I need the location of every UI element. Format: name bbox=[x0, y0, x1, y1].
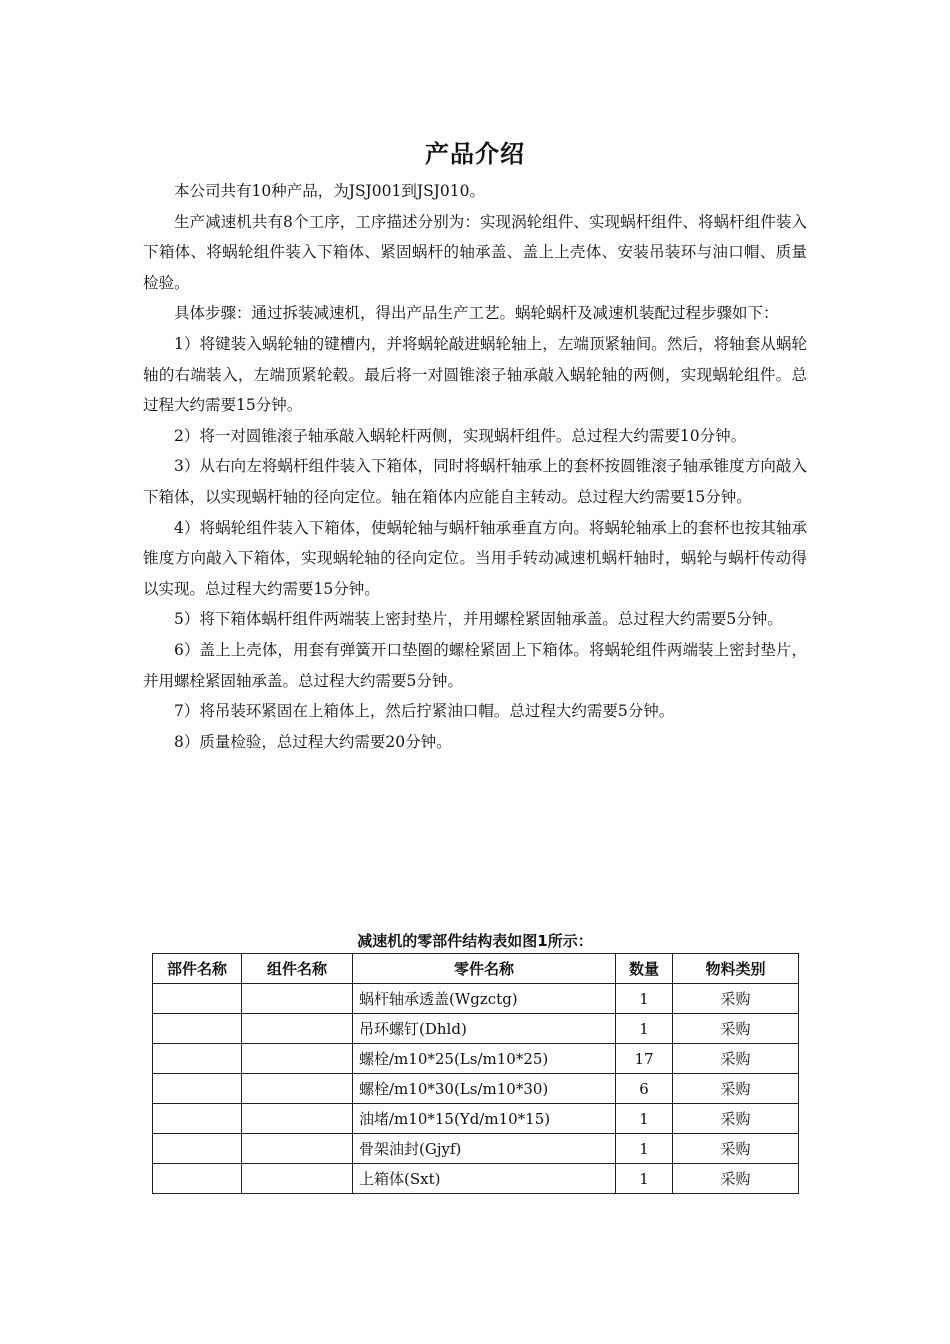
paragraph-step-4: 4）将蜗轮组件装入下箱体，使蜗轮轴与蜗杆轴承垂直方向。将蜗轮轴承上的套杯也按其轴承锥度方向敲入下箱体，实现蜗轮轴的径向定位。当用手转动减速机蜗杆轴时，蜗轮与蜗杆传动得以实现。总过程大约需要15分钟。 bbox=[143, 518, 807, 598]
paragraph-processes: 生产减速机共有8个工序，工序描述分别为：实现涡轮组件、实现蜗杆组件、将蜗杆组件装入下箱体、将蜗轮组件装入下箱体、紧固蜗杆的轴承盖、盖上上壳体、安装吊装环与油口帽、质量检验。 bbox=[143, 212, 807, 292]
table-row bbox=[153, 1164, 799, 1194]
material-type-cell: 采购 bbox=[673, 1104, 799, 1134]
assembly-cell bbox=[242, 1164, 353, 1194]
table-row bbox=[153, 1134, 799, 1164]
component-cell bbox=[153, 984, 242, 1014]
header-quantity: 数量 bbox=[616, 954, 673, 984]
component-cell bbox=[153, 1044, 242, 1074]
material-type-cell: 采购 bbox=[673, 1014, 799, 1044]
header-component: 部件名称 bbox=[153, 954, 242, 984]
assembly-cell bbox=[242, 1014, 353, 1044]
assembly-cell bbox=[242, 984, 353, 1014]
paragraph-intro: 本公司共有10种产品，为JSJ001到JSJ010。 bbox=[174, 182, 485, 200]
material-type-cell: 采购 bbox=[673, 1134, 799, 1164]
material-type-cell: 采购 bbox=[673, 1164, 799, 1194]
assembly-cell bbox=[242, 1134, 353, 1164]
assembly-cell bbox=[242, 1104, 353, 1134]
paragraph-step-2: 2）将一对圆锥滚子轴承敲入蜗轮杆两侧，实现蜗杆组件。总过程大约需要10分钟。 bbox=[174, 426, 747, 445]
page-title: 产品介绍 bbox=[425, 140, 525, 168]
assembly-cell bbox=[242, 1044, 353, 1074]
quantity-cell: 1 bbox=[616, 984, 673, 1014]
quantity-cell: 1 bbox=[616, 1164, 673, 1194]
paragraph-step-5: 5）将下箱体蜗杆组件两端装上密封垫片，并用螺栓紧固轴承盖。总过程大约需要5分钟。 bbox=[174, 610, 783, 629]
parts-structure-table bbox=[152, 953, 799, 1194]
part-cell: 上箱体(Sxt) bbox=[353, 1164, 616, 1194]
part-cell: 蜗杆轴承透盖(Wgzctg) bbox=[353, 984, 616, 1014]
table-header-row bbox=[153, 954, 799, 984]
quantity-cell: 17 bbox=[616, 1044, 673, 1074]
body-text bbox=[143, 176, 807, 757]
component-cell bbox=[153, 1164, 242, 1194]
table-row bbox=[153, 1074, 799, 1104]
quantity-cell: 1 bbox=[616, 1014, 673, 1044]
material-type-cell: 采购 bbox=[673, 1074, 799, 1104]
paragraph-step-3: 3）从右向左将蜗杆组件装入下箱体，同时将蜗杆轴承上的套杯按圆锥滚子轴承锥度方向敲入下箱体，以实现蜗杆轴的径向定位。轴在箱体内应能自主转动。总过程大约需要15分钟。 bbox=[143, 457, 807, 506]
quantity-cell: 1 bbox=[616, 1104, 673, 1134]
header-material-type: 物料类别 bbox=[673, 954, 799, 984]
quantity-cell: 6 bbox=[616, 1074, 673, 1104]
table-row bbox=[153, 1104, 799, 1134]
table-row bbox=[153, 984, 799, 1014]
part-cell: 油堵/m10*15(Yd/m10*15) bbox=[353, 1104, 616, 1134]
header-assembly: 组件名称 bbox=[242, 954, 353, 984]
component-cell bbox=[153, 1074, 242, 1104]
part-cell: 螺栓/m10*25(Ls/m10*25) bbox=[353, 1044, 616, 1074]
paragraph-steps-intro: 具体步骤：通过拆装减速机，得出产品生产工艺。蜗轮蜗杆及减速机装配过程步骤如下： bbox=[174, 304, 779, 323]
part-cell: 吊环螺钉(Dhld) bbox=[353, 1014, 616, 1044]
component-cell bbox=[153, 1014, 242, 1044]
part-cell: 骨架油封(Gjyf) bbox=[353, 1134, 616, 1164]
assembly-cell bbox=[242, 1074, 353, 1104]
paragraph-step-1: 1）将键装入蜗轮轴的键槽内，并将蜗轮敲进蜗轮轴上，左端顶紧轴间。然后，将轴套从蜗轮轴的右端装入，左端顶紧轮毂。最后将一对圆锥滚子轴承敲入蜗轮轴的两侧，实现蜗轮组件。总过程大约需要15分钟。 bbox=[143, 334, 807, 415]
header-part: 零件名称 bbox=[353, 954, 616, 984]
component-cell bbox=[153, 1104, 242, 1134]
table-caption: 减速机的零部件结构表如图1所示： bbox=[357, 932, 593, 950]
table-row bbox=[153, 1044, 799, 1074]
material-type-cell: 采购 bbox=[673, 1044, 799, 1074]
paragraph-step-7: 7）将吊装环紧固在上箱体上，然后拧紧油口帽。总过程大约需要5分钟。 bbox=[174, 702, 675, 721]
paragraph-step-6: 6）盖上上壳体，用套有弹簧开口垫圈的螺栓紧固上下箱体。将蜗轮组件两端装上密封垫片，并用螺栓紧固轴承盖。总过程大约需要5分钟。 bbox=[143, 640, 807, 690]
material-type-cell: 采购 bbox=[673, 984, 799, 1014]
component-cell bbox=[153, 1134, 242, 1164]
quantity-cell: 1 bbox=[616, 1134, 673, 1164]
table-row bbox=[153, 1014, 799, 1044]
paragraph-step-8: 8）质量检验，总过程大约需要20分钟。 bbox=[174, 732, 452, 751]
part-cell: 螺栓/m10*30(Ls/m10*30) bbox=[353, 1074, 616, 1104]
